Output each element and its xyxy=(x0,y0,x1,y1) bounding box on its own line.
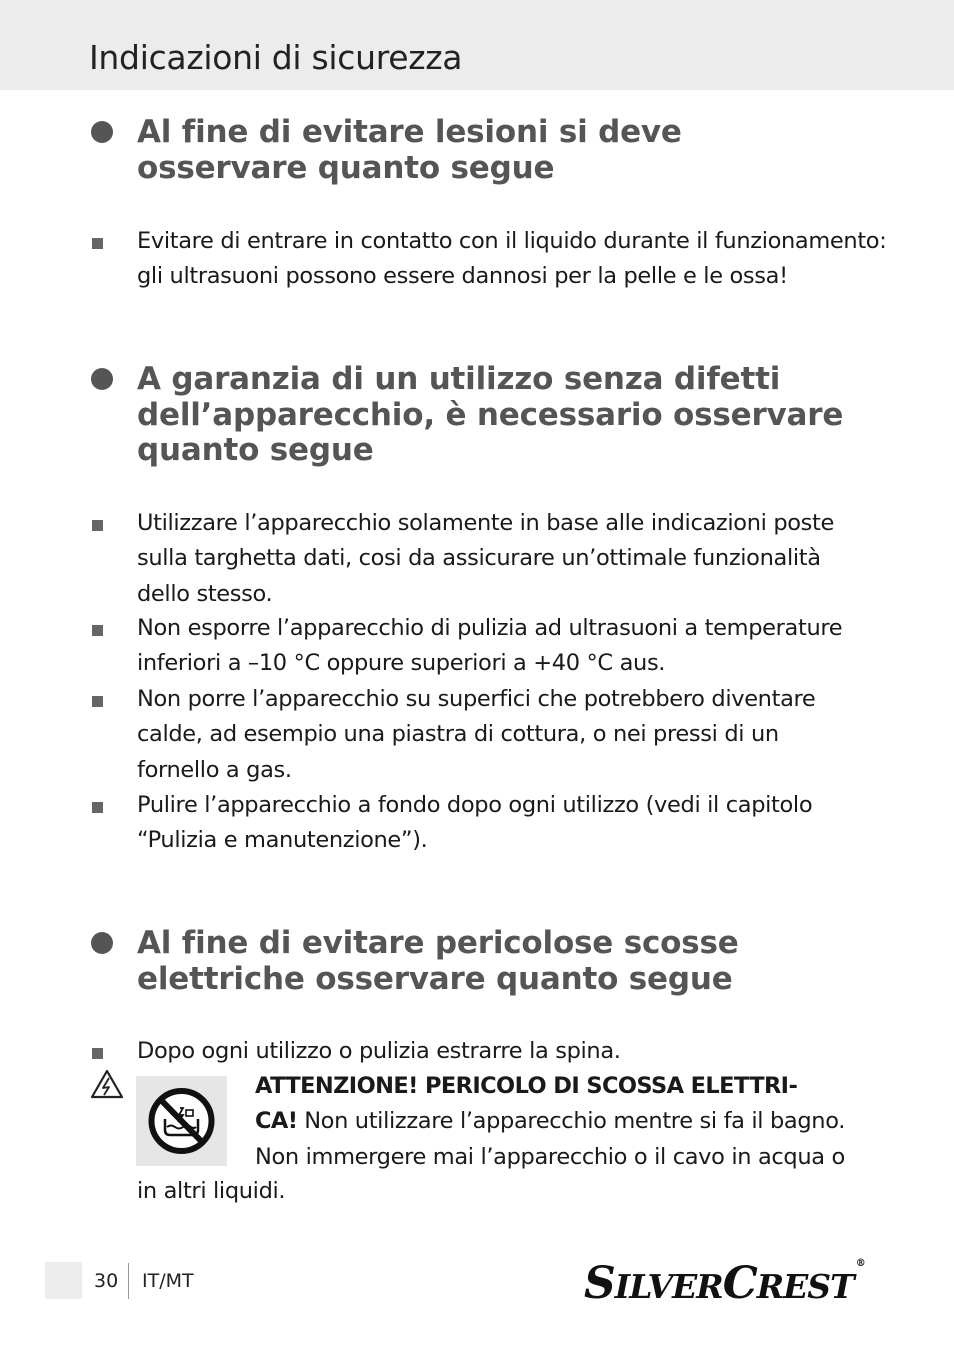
page-title: Indicazioni di sicurezza xyxy=(89,38,463,77)
list-bullet xyxy=(92,238,103,249)
no-bathing-icon-graphic xyxy=(146,1086,217,1156)
list-item: Non esporre l’apparecchio di pulizia ad ultrasuoni a temperature inferiori a –10 °C oppure superiori a +40 °C aus. xyxy=(137,615,843,677)
section-title: Al fine di evitare pericolose scosse elettriche osservare quanto segue xyxy=(137,925,739,997)
section-title: A garanzia di un utilizzo senza difetti dell’apparecchio, è necessario osservare quanto segue xyxy=(137,361,844,468)
warning-text-last-line: in altri liquidi. xyxy=(137,1178,286,1204)
footer-divider xyxy=(128,1263,129,1299)
silvercrest-logo: SILVERCREST® xyxy=(584,1258,866,1309)
section-bullet xyxy=(91,121,113,143)
list-bullet xyxy=(92,1048,103,1059)
list-item: Non porre l’apparecchio su superfici che potrebbero diventare calde, ad esempio una piastra di cottura, o nei pressi di un fornello a gas. xyxy=(137,686,816,783)
page-number: 30 xyxy=(94,1270,119,1292)
list-bullet xyxy=(92,520,103,531)
warning-text: ATTENZIONE! PERICOLO DI SCOSSA ELETTRI- CA! Non utilizzare l’apparecchio mentre si fa il bagno. Non immergere mai l’apparecchio o il cavo in acqua o xyxy=(255,1073,846,1170)
list-item: Dopo ogni utilizzo o pulizia estrarre la spina. xyxy=(137,1038,621,1064)
list-item: Pulire l’apparecchio a fondo dopo ogni utilizzo (vedi il capitolo “Pulizia e manutenzione”). xyxy=(137,792,813,854)
list-bullet xyxy=(92,802,103,813)
list-item: Utilizzare l’apparecchio solamente in base alle indicazioni poste sulla targhetta dati, cosi da assicurare un’ottimale funzionalità dello stesso. xyxy=(137,510,834,607)
footer-square xyxy=(45,1262,82,1299)
warning-triangle-icon xyxy=(90,1069,124,1099)
language-code: IT/MT xyxy=(142,1270,194,1292)
section-title: Al fine di evitare lesioni si deve osservare quanto segue xyxy=(137,114,682,186)
section-bullet xyxy=(91,932,113,954)
list-item: Evitare di entrare in contatto con il liquido durante il funzionamento: gli ultrasuoni possono essere dannosi per la pelle e le ossa! xyxy=(137,228,887,290)
list-bullet xyxy=(92,696,103,707)
section-bullet xyxy=(91,368,113,390)
no-bathing-icon xyxy=(136,1076,227,1166)
list-bullet xyxy=(92,625,103,636)
